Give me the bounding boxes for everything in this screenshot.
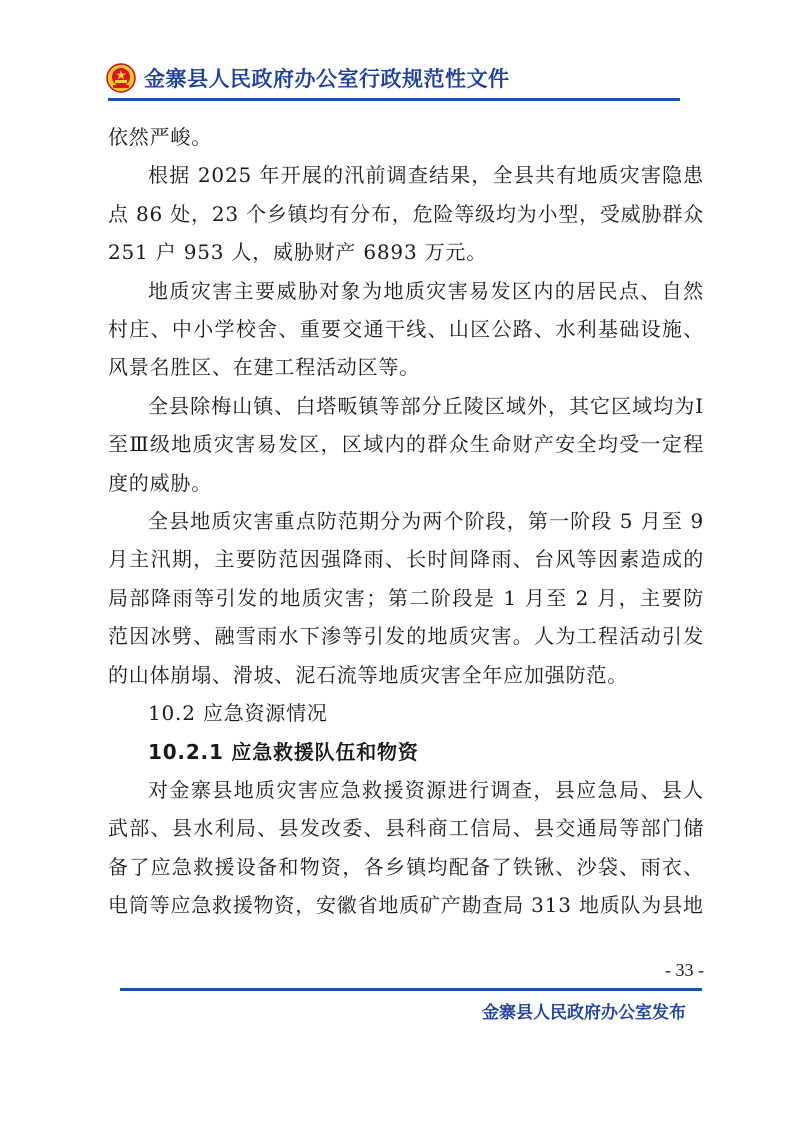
paragraph: 依然严峻。 xyxy=(108,125,212,149)
subsection-heading: 10.2.1 应急救援队伍和物资 xyxy=(148,739,419,764)
footer-publisher: 金寨县人民政府办公室发布 xyxy=(482,1003,686,1023)
document-body xyxy=(108,118,704,925)
paragraph: 全县除梅山镇、白塔畈镇等部分丘陵区域外，其它区域均为Ⅰ至Ⅲ级地质灾害易发区，区域内的群众生命财产安全均受一定程度的威胁。 xyxy=(108,393,704,495)
page-number: - 33 - xyxy=(665,960,704,980)
paragraph: 地质灾害主要威胁对象为地质灾害易发区内的居民点、自然村庄、中小学校舍、重要交通干线、山区公路、水利基础设施、风景名胜区、在建工程活动区等。 xyxy=(108,278,704,380)
paragraph: 对金寨县地质灾害应急救援资源进行调查，县应急局、县人武部、县水利局、县发改委、县科商工信局、县交通局等部门储备了应急救援设备和物资，各乡镇均配备了铁锹、沙袋、雨衣、电筒等应急救援物资，安徽省地质矿产勘查局 313 地质队为县地 xyxy=(108,777,704,918)
header xyxy=(106,58,510,98)
footer-divider xyxy=(120,988,702,991)
paragraph: 根据 2025 年开展的汛前调查结果，全县共有地质灾害隐患点 86 处，23 个乡镇均有分布，危险等级均为小型，受威胁群众 251 户 953 人，威胁财产 6893 万元。 xyxy=(108,163,704,265)
paragraph: 全县地质灾害重点防范期分为两个阶段，第一阶段 5 月至 9 月主汛期，主要防范因强降雨、长时间降雨、台风等因素造成的局部降雨等引发的地质灾害；第二阶段是 1 月至 2 月，主要防范因冰劈、融雪雨水下渗等引发的地质灾害。人为工程活动引发的山体崩塌、滑坡、泥石流等地质灾害全年应加强防范。 xyxy=(108,509,704,687)
header-divider xyxy=(108,98,680,101)
header-title: 金寨县人民政府办公室行政规范性文件 xyxy=(144,67,510,91)
national-emblem-icon xyxy=(106,63,136,93)
section-heading: 10.2 应急资源情况 xyxy=(148,701,328,726)
